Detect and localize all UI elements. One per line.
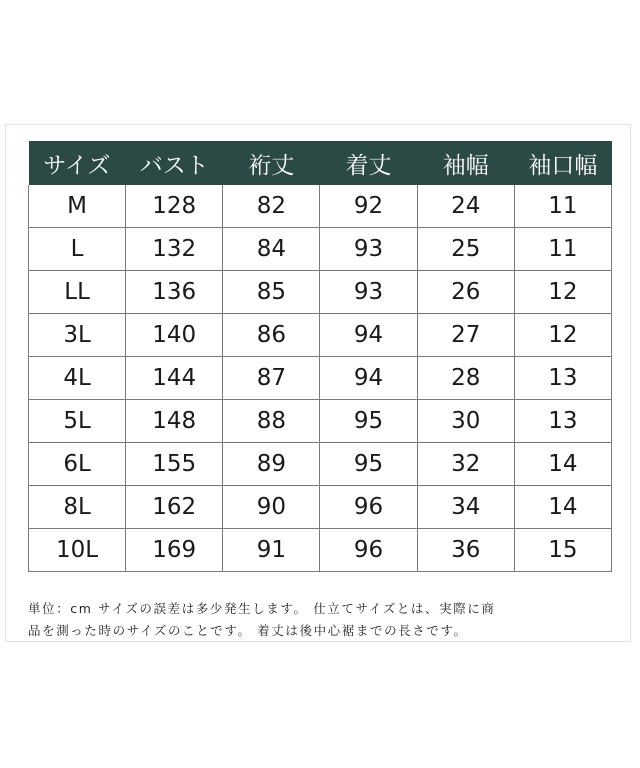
cell-yuki: 86 (223, 314, 320, 357)
cell-sleeve-width: 28 (417, 357, 514, 400)
size-table (28, 141, 612, 572)
cell-bust: 136 (126, 271, 223, 314)
cell-cuff-width: 12 (514, 271, 611, 314)
cell-yuki: 88 (223, 400, 320, 443)
cell-cuff-width: 12 (514, 314, 611, 357)
cell-sleeve-width: 32 (417, 443, 514, 486)
cell-bust: 128 (126, 185, 223, 228)
cell-length: 92 (320, 185, 417, 228)
cell-sleeve-width: 24 (417, 185, 514, 228)
table-row (29, 185, 612, 228)
cell-size: L (29, 228, 126, 271)
cell-bust: 140 (126, 314, 223, 357)
cell-sleeve-width: 36 (417, 529, 514, 572)
cell-cuff-width: 13 (514, 400, 611, 443)
cell-size: M (29, 185, 126, 228)
cell-cuff-width: 11 (514, 228, 611, 271)
cell-sleeve-width: 25 (417, 228, 514, 271)
cell-length: 93 (320, 271, 417, 314)
cell-size: 10L (29, 529, 126, 572)
header-length: 着丈 (320, 141, 417, 185)
table-row (29, 271, 612, 314)
cell-bust: 162 (126, 486, 223, 529)
table-row (29, 357, 612, 400)
cell-size: 5L (29, 400, 126, 443)
cell-sleeve-width: 34 (417, 486, 514, 529)
header-cuff-width: 袖口幅 (514, 141, 611, 185)
cell-sleeve-width: 26 (417, 271, 514, 314)
cell-yuki: 90 (223, 486, 320, 529)
cell-length: 93 (320, 228, 417, 271)
cell-cuff-width: 13 (514, 357, 611, 400)
header-bust: バスト (126, 141, 223, 185)
table-row (29, 314, 612, 357)
header-sleeve-width: 袖幅 (417, 141, 514, 185)
table-row (29, 529, 612, 572)
cell-bust: 144 (126, 357, 223, 400)
cell-yuki: 84 (223, 228, 320, 271)
cell-size: 3L (29, 314, 126, 357)
cell-sleeve-width: 30 (417, 400, 514, 443)
header-row (29, 141, 612, 185)
cell-cuff-width: 15 (514, 529, 611, 572)
cell-yuki: 87 (223, 357, 320, 400)
size-note (28, 598, 618, 642)
cell-length: 94 (320, 357, 417, 400)
cell-yuki: 89 (223, 443, 320, 486)
header-yuki: 裄丈 (223, 141, 320, 185)
cell-sleeve-width: 27 (417, 314, 514, 357)
cell-bust: 148 (126, 400, 223, 443)
cell-cuff-width: 11 (514, 185, 611, 228)
cell-cuff-width: 14 (514, 443, 611, 486)
cell-size: 8L (29, 486, 126, 529)
cell-bust: 169 (126, 529, 223, 572)
cell-bust: 155 (126, 443, 223, 486)
cell-yuki: 91 (223, 529, 320, 572)
cell-yuki: 85 (223, 271, 320, 314)
cell-length: 95 (320, 443, 417, 486)
cell-cuff-width: 14 (514, 486, 611, 529)
cell-length: 95 (320, 400, 417, 443)
table-row (29, 486, 612, 529)
cell-size: 4L (29, 357, 126, 400)
table-row (29, 228, 612, 271)
cell-length: 96 (320, 529, 417, 572)
cell-yuki: 82 (223, 185, 320, 228)
cell-size: LL (29, 271, 126, 314)
cell-length: 96 (320, 486, 417, 529)
table-row (29, 443, 612, 486)
note-line-1: 単位：cm サイズの誤差は多少発生します。 仕立てサイズとは、実際に商 (28, 601, 496, 616)
header-size: サイズ (29, 141, 126, 185)
cell-length: 94 (320, 314, 417, 357)
cell-bust: 132 (126, 228, 223, 271)
table-row (29, 400, 612, 443)
note-line-2: 品を測った時のサイズのことです。 着丈は後中心裾までの長さです。 (28, 623, 468, 638)
cell-size: 6L (29, 443, 126, 486)
